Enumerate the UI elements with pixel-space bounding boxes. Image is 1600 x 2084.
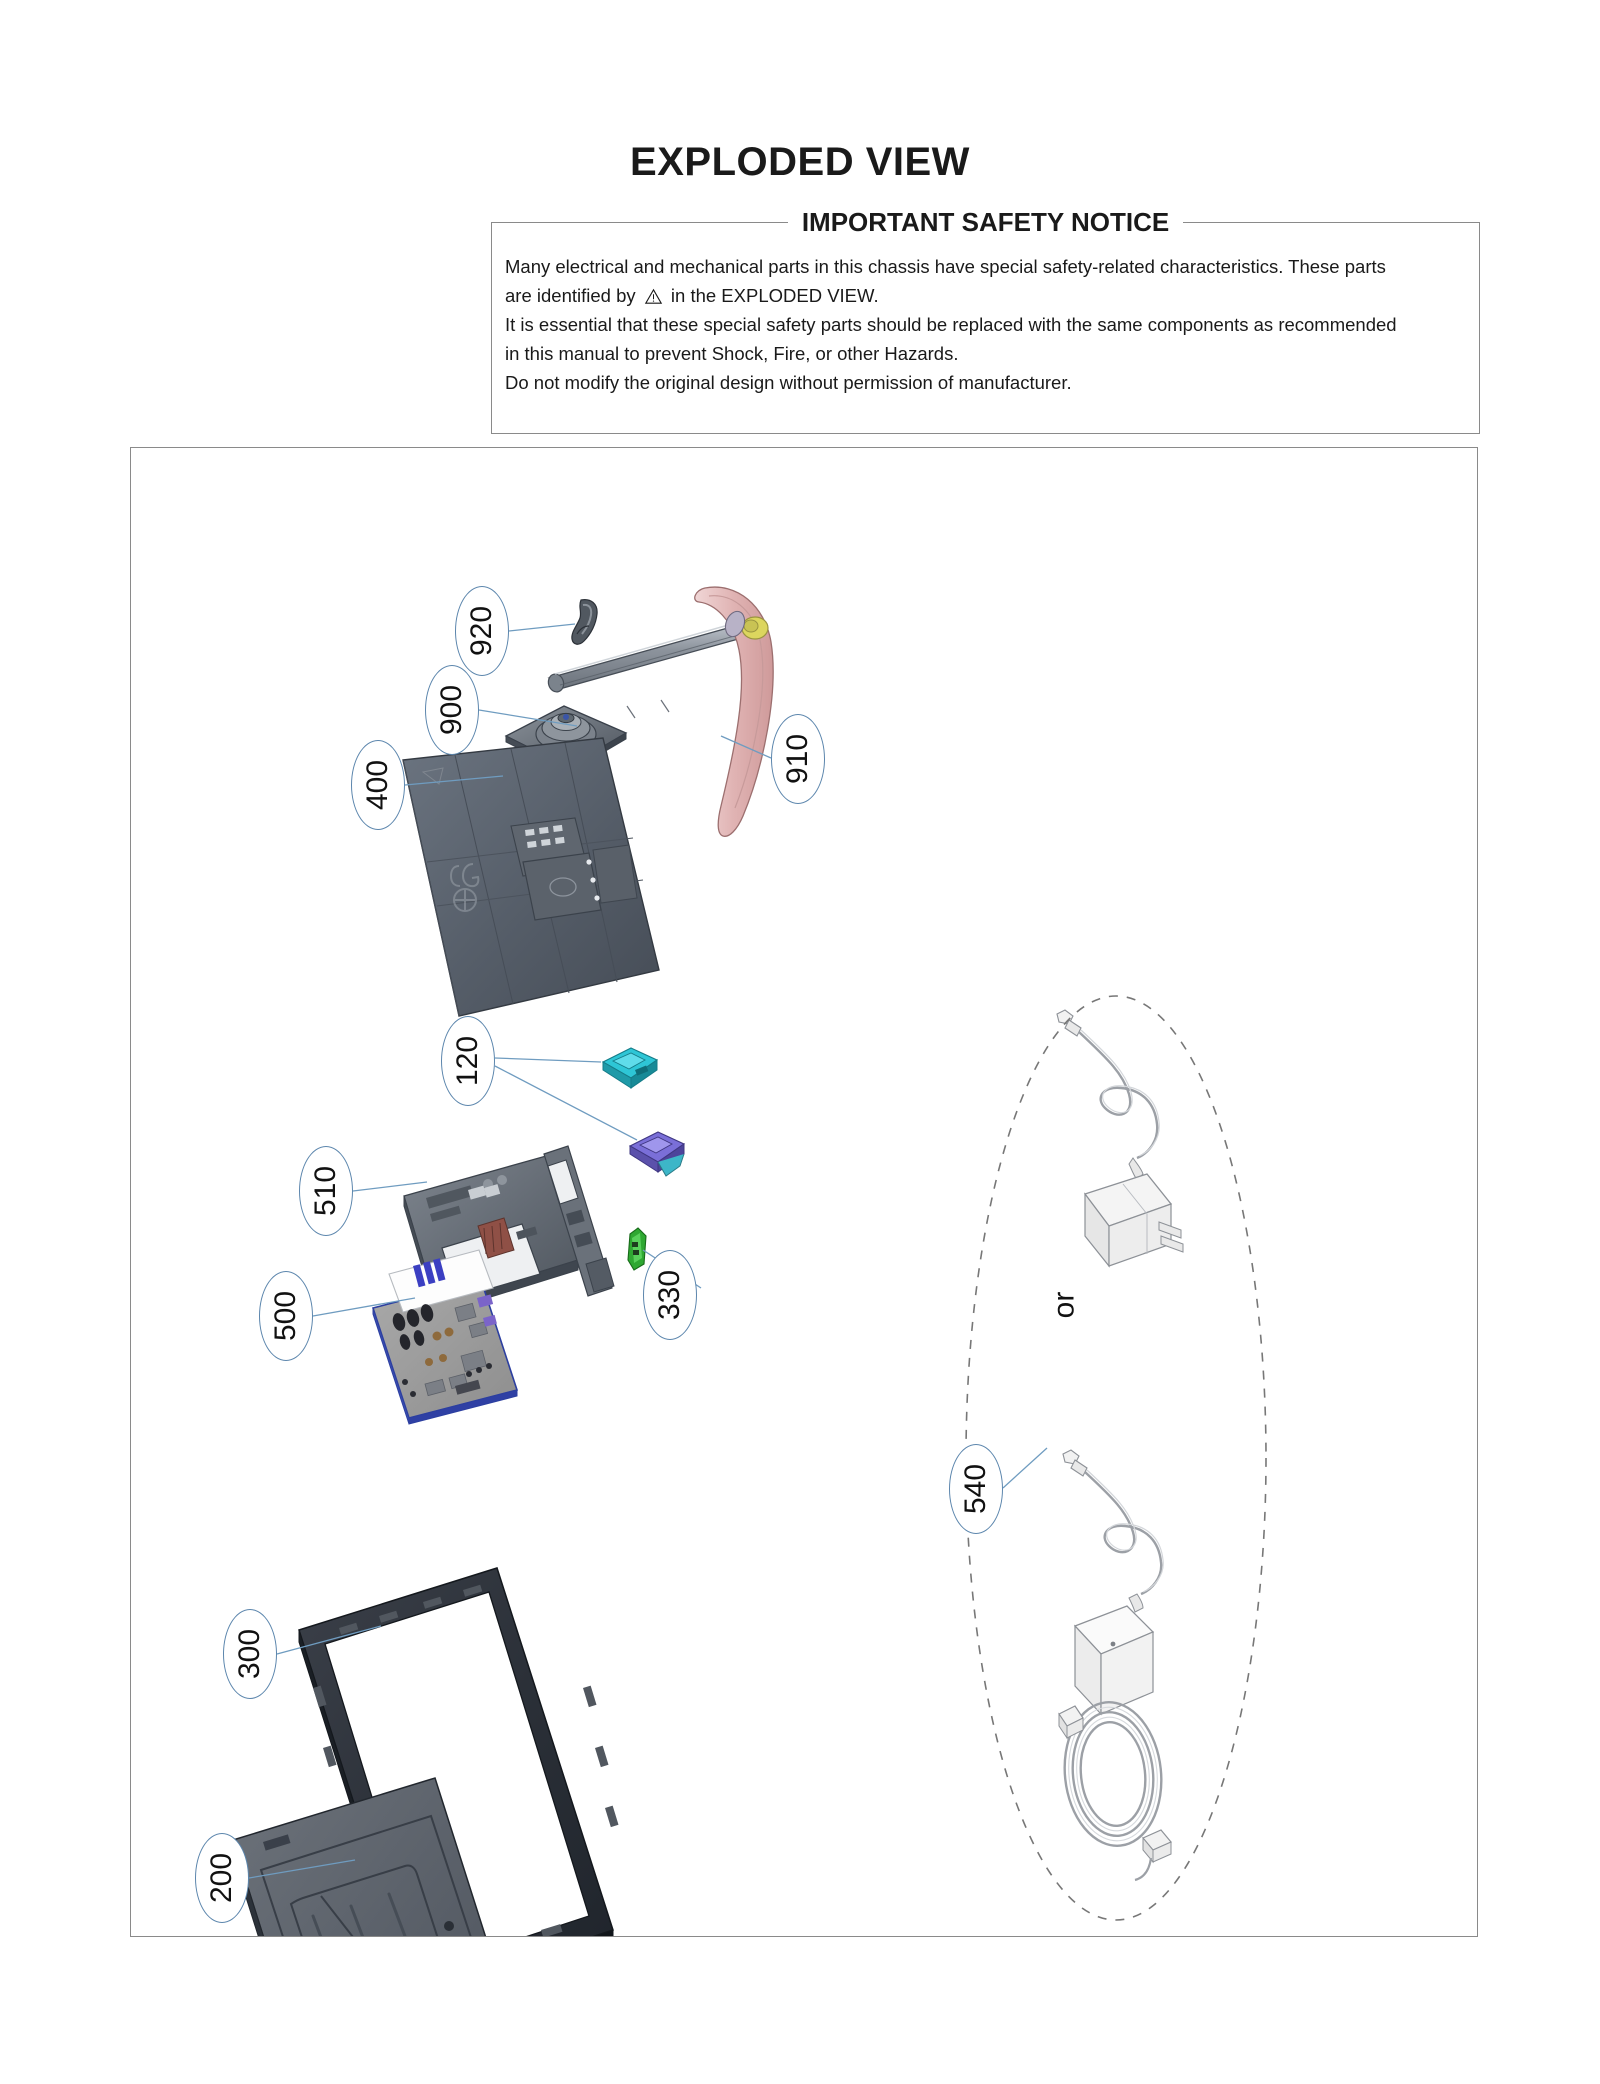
callout-540[interactable]	[949, 1444, 1003, 1534]
safety-line-2-a: are identified by	[505, 285, 636, 306]
warning-triangle-icon	[645, 289, 662, 304]
callout-120-label: 120	[451, 1035, 484, 1087]
callout-200[interactable]	[195, 1833, 249, 1923]
safety-notice-text	[505, 252, 1467, 397]
safety-line-2-b: in the EXPLODED VIEW.	[670, 285, 879, 306]
callout-300-label: 300	[233, 1628, 266, 1680]
safety-line-3: It is essential that these special safety parts should be replaced with the same components as recommended	[505, 314, 1397, 335]
callout-200-label: 200	[205, 1852, 238, 1904]
callout-920[interactable]	[455, 586, 509, 676]
callout-300[interactable]	[223, 1609, 277, 1699]
callout-510[interactable]	[299, 1146, 353, 1236]
page-title: EXPLODED VIEW	[630, 140, 970, 184]
callout-540-label: 540	[959, 1463, 992, 1515]
callout-400[interactable]	[351, 740, 405, 830]
safety-line-1: Many electrical and mechanical parts in this chassis have special safety-related characteristics. These parts	[505, 256, 1386, 277]
or-label: or	[1047, 1291, 1081, 1319]
callout-500[interactable]	[259, 1271, 313, 1361]
callout-910-label: 910	[781, 733, 814, 785]
callout-330-label: 330	[653, 1269, 686, 1321]
safety-line-2	[505, 281, 1467, 310]
callout-900-label: 900	[435, 684, 468, 736]
callout-910[interactable]	[771, 714, 825, 804]
callout-900[interactable]	[425, 665, 479, 755]
callout-120[interactable]	[441, 1016, 495, 1106]
callout-330[interactable]	[643, 1250, 697, 1340]
callout-920-label: 920	[465, 605, 498, 657]
callout-400-label: 400	[361, 759, 394, 811]
callout-510-label: 510	[309, 1165, 342, 1217]
exploded-view-drawing	[130, 447, 1478, 1937]
safety-line-5: Do not modify the original design without permission of manufacturer.	[505, 372, 1072, 393]
callout-500-label: 500	[269, 1290, 302, 1342]
safety-line-4: in this manual to prevent Shock, Fire, or other Hazards.	[505, 343, 959, 364]
safety-notice-legend-label: IMPORTANT SAFETY NOTICE	[788, 207, 1183, 238]
